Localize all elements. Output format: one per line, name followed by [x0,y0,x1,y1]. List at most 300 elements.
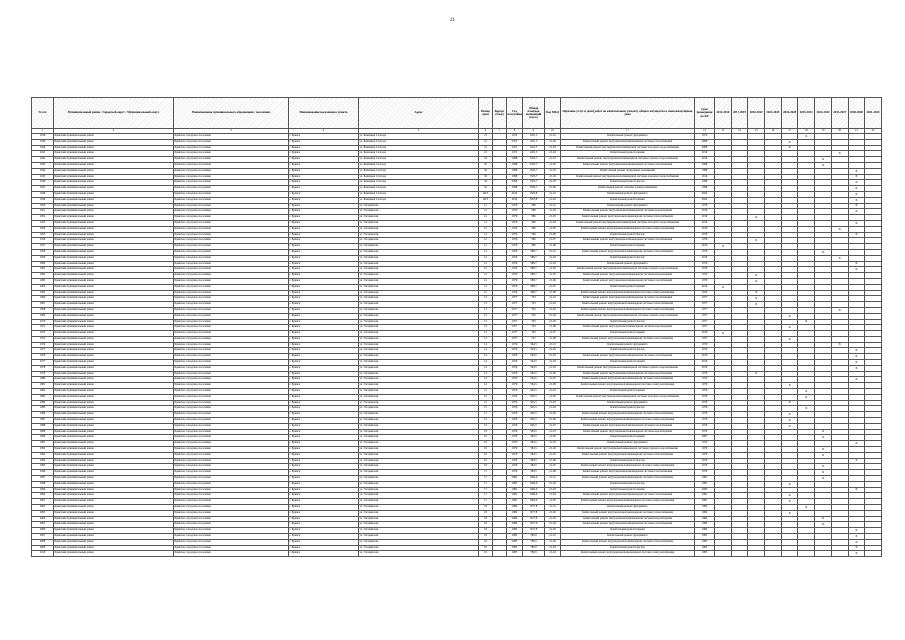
mkd-code-cell: 21-04 [545,406,561,412]
settlement-cell: Брянское городское поселение [174,197,289,203]
repair-term-cell: 2010 [695,255,715,261]
address-cell: ул. Гагаринская [359,423,479,429]
period-cell: X [848,441,865,447]
house-number-cell: 18 [479,516,493,522]
area-cell: 1677,8 [523,516,545,522]
repair-term-cell: 2010 [695,157,715,163]
year-built-cell: 1972 [507,151,523,157]
area-cell: 703 [523,307,545,313]
period-cell: X [848,180,865,186]
area-cell: 945,5 [523,406,545,412]
settlement-cell: Брянское городское поселение [174,296,289,302]
house-number-cell: 46/3 [479,197,493,203]
area-cell: 588,7 [523,273,545,279]
district-cell: Брянский муниципальный район [54,336,174,342]
address-cell: ул. Гагаринская [359,284,479,290]
settlement-cell: Брянское городское поселение [174,313,289,319]
mkd-code-cell: 21-06 [545,186,561,192]
house-number-cell: 18 [479,528,493,534]
settlement-cell: Брянское городское поселение [174,452,289,458]
house-number-cell: 12 [479,244,493,250]
row-number-cell: 2003 [32,510,54,516]
period-cell: X [798,394,815,400]
district-cell: Брянский муниципальный район [54,290,174,296]
mkd-code-cell: 21-06 [545,325,561,331]
column-header: Корпус (блок) [493,98,507,129]
district-cell: Брянский муниципальный район [54,342,174,348]
area-cell: 1201,3 [523,134,545,140]
address-cell: ул. Бежицкая Слобода [359,191,479,197]
settlement-cell: Брянское городское поселение [174,394,289,400]
year-built-cell: 1972 [507,139,523,145]
row-number-cell: 1967 [32,302,54,308]
mkd-code-cell: 21-03 [545,168,561,174]
locality-cell: г. Брянск [289,180,359,186]
repair-term-cell: 2010 [695,354,715,360]
address-cell: ул. Гагаринская [359,533,479,539]
work-type-cell: Капитальный ремонт внутридомовой инженерной системы холодного водоснабжения [561,174,695,180]
district-cell: Брянский муниципальный район [54,238,174,244]
district-cell: Брянский муниципальный район [54,458,174,464]
repair-term-cell: 1984 [695,510,715,516]
address-cell: ул. Гагаринская [359,319,479,325]
work-type-cell: Капитальный ремонт внутридомовой инженерной системы теплоснабжения [561,249,695,255]
area-cell: 1505,7 [523,174,545,180]
locality-cell: г. Брянск [289,505,359,511]
district-cell: Брянский муниципальный район [54,487,174,493]
area-cell: 564,5 [523,377,545,383]
area-cell: 747 [523,336,545,342]
address-cell: ул. Гагаринская [359,545,479,551]
address-cell: ул. Гагаринская [359,371,479,377]
settlement-cell: Брянское городское поселение [174,162,289,168]
locality-cell: г. Брянск [289,290,359,296]
locality-cell: г. Брянск [289,157,359,163]
house-number-cell: 16 [479,447,493,453]
work-type-cell: Капитальный ремонт внутридомовой инженерной системы водоотведения [561,209,695,215]
settlement-cell: Брянское городское поселение [174,307,289,313]
repair-term-cell: 1984 [695,528,715,534]
repair-term-cell: 1998 [695,162,715,168]
address-cell: ул. Гагаринская [359,499,479,505]
year-built-cell: 1979 [507,464,523,470]
row-number-cell: 1979 [32,371,54,377]
house-number-cell: 16 [479,464,493,470]
area-cell: 1064,9 [523,493,545,499]
row-number-cell: 2000 [32,493,54,499]
work-type-cell: Капитальный ремонт фасада [561,481,695,487]
settlement-cell: Брянское городское поселение [174,545,289,551]
district-cell: Брянский муниципальный район [54,429,174,435]
column-index-cell: 6 [479,129,493,134]
work-type-cell: Капитальный ремонт внутридомовой инженерной системы теплоснабжения [561,377,695,383]
settlement-cell: Брянское городское поселение [174,389,289,395]
area-cell: 588,7 [523,261,545,267]
period-cell: X [781,383,798,389]
settlement-cell: Брянское городское поселение [174,429,289,435]
settlement-cell: Брянское городское поселение [174,412,289,418]
work-type-cell: Капитальный ремонт крыши [561,284,695,290]
locality-cell: г. Брянск [289,435,359,441]
address-cell: ул. Бежицкая Слобода [359,151,479,157]
row-number-cell: 1977 [32,360,54,366]
work-type-cell: Капитальный ремонт внутридомовой инженерной системы электроснабжения [561,499,695,505]
row-number-cell: 2005 [32,522,54,528]
house-number-cell: 13 [479,307,493,313]
period-cell: X [781,313,798,319]
period-cell: X [831,226,848,232]
address-cell: ул. Гагаринская [359,470,479,476]
mkd-code-cell: 21-07 [545,331,561,337]
mkd-code-cell: 21-01 [545,505,561,511]
district-cell: Брянский муниципальный район [54,244,174,250]
area-cell: 1064,9 [523,487,545,493]
settlement-cell: Брянское городское поселение [174,157,289,163]
year-built-cell: 1981 [507,499,523,505]
work-type-cell: Капитальный ремонт фундамента [561,505,695,511]
period-cell: X [781,145,798,151]
row-number-cell: 1992 [32,447,54,453]
repair-term-cell: 1972 [695,134,715,140]
house-number-cell: 15 [479,423,493,429]
settlement-cell: Брянское городское поселение [174,365,289,371]
locality-cell: г. Брянск [289,441,359,447]
house-number-cell: 13 [479,325,493,331]
address-cell: ул. Бежицкая Слобода [359,180,479,186]
year-built-cell: 1976 [507,267,523,273]
address-cell: ул. Гагаринская [359,232,479,238]
period-cell: X [848,168,865,174]
mkd-code-cell: 21-02 [545,302,561,308]
mkd-code-cell: 21-08 [545,336,561,342]
locality-cell: г. Брянск [289,186,359,192]
row-number-cell: 1950 [32,203,54,209]
repair-term-cell: 1998 [695,186,715,192]
work-type-cell: Капитальный ремонт фасада [561,255,695,261]
period-cell: X [815,162,832,168]
mkd-code-cell: 21-02 [545,348,561,354]
district-cell: Брянский муниципальный район [54,151,174,157]
house-number-cell: 19 [479,533,493,539]
locality-cell: г. Брянск [289,354,359,360]
address-cell: ул. Гагаринская [359,412,479,418]
area-cell: 1677,8 [523,505,545,511]
settlement-cell: Брянское городское поселение [174,383,289,389]
capital-repair-register-table [31,97,882,557]
locality-cell: г. Брянск [289,342,359,348]
area-cell: 564,5 [523,371,545,377]
row-number-cell: 1989 [32,429,54,435]
row-number-cell: 1976 [32,354,54,360]
house-number-cell: 32 [479,168,493,174]
locality-cell: г. Брянск [289,522,359,528]
address-cell: ул. Гагаринская [359,348,479,354]
house-number-cell: 12 [479,290,493,296]
locality-cell: г. Брянск [289,452,359,458]
period-cell: X [798,319,815,325]
repair-term-cell: 1977 [695,302,715,308]
period-cell: X [848,487,865,493]
settlement-cell: Брянское городское поселение [174,284,289,290]
work-type-cell: Капитальный ремонт внутридомовой инженерной системы электроснабжения [561,383,695,389]
area-cell: 3205,8 [523,197,545,203]
repair-term-cell: 1985 [695,545,715,551]
year-built-cell: 1977 [507,319,523,325]
work-type-cell: Капитальный ремонт внутридомовой инженерной системы теплоснабжения [561,452,695,458]
locality-cell: г. Брянск [289,278,359,284]
house-number-cell: 12 [479,273,493,279]
period-cell: X [831,255,848,261]
area-cell: 1505,7 [523,162,545,168]
period-cell [865,551,882,557]
year-built-cell: 1976 [507,360,523,366]
mkd-code-cell: 21-02 [545,481,561,487]
locality-cell: г. Брянск [289,284,359,290]
mkd-code-cell: 21-08 [545,470,561,476]
column-index-cell: 19 [815,129,832,134]
area-cell: 586 [523,209,545,215]
column-index-cell: 16 [765,129,782,134]
table-body [32,129,882,557]
locality-cell: г. Брянск [289,389,359,395]
mkd-code-cell: 21-03 [545,516,561,522]
area-cell: 588,7 [523,290,545,296]
repair-term-cell: 2016 [695,331,715,337]
mkd-code-cell: 21-05 [545,365,561,371]
house-number-cell: 21 [479,134,493,140]
mkd-code-cell: 21-07 [545,377,561,383]
row-number-cell: 1972 [32,331,54,337]
column-header: Муниципальный район / Городской округ / Муниципальный округ [54,98,174,129]
mkd-code-cell: 21-05 [545,319,561,325]
district-cell: Брянский муниципальный район [54,284,174,290]
settlement-cell: Брянское городское поселение [174,168,289,174]
row-number-cell: 1941 [32,151,54,157]
locality-cell: г. Брянск [289,545,359,551]
settlement-cell: Брянское городское поселение [174,493,289,499]
period-cell: X [848,365,865,371]
period-cell: X [715,244,732,250]
row-number-cell: 1940 [32,145,54,151]
work-type-cell: Капитальный ремонт фундамента [561,261,695,267]
row-number-cell: 1947 [32,186,54,192]
settlement-cell: Брянское городское поселение [174,278,289,284]
locality-cell: г. Брянск [289,516,359,522]
year-built-cell: 1976 [507,406,523,412]
work-type-cell: Капитальный ремонт фасада [561,319,695,325]
address-cell: ул. Гагаринская [359,325,479,331]
column-index-cell: 11 [561,129,695,134]
house-number-cell: 12 [479,226,493,232]
district-cell: Брянский муниципальный район [54,360,174,366]
period-cell: X [815,157,832,163]
repair-term-cell: 2010 [695,209,715,215]
area-cell: 780,9 [523,551,545,557]
address-cell: ул. Гагаринская [359,400,479,406]
year-built-cell: 1981 [507,481,523,487]
address-cell: ул. Гагаринская [359,505,479,511]
row-number-cell: 2008 [32,539,54,545]
mkd-code-cell: 21-04 [545,522,561,528]
row-number-cell: 1954 [32,226,54,232]
period-cell: X [831,151,848,157]
row-number-cell: 1958 [32,249,54,255]
period-cell: X [848,261,865,267]
mkd-code-cell: 21-03 [545,145,561,151]
mkd-code-cell: 21-03 [545,400,561,406]
settlement-cell: Брянское городское поселение [174,348,289,354]
repair-term-cell: 1977 [695,313,715,319]
year-built-cell: 1977 [507,336,523,342]
settlement-cell: Брянское городское поселение [174,191,289,197]
repair-term-cell: 1979 [695,470,715,476]
address-cell: ул. Гагаринская [359,302,479,308]
settlement-cell: Брянское городское поселение [174,232,289,238]
work-type-cell: Капитальный ремонт внутридомовой инженерной системы электроснабжения [561,551,695,557]
repair-term-cell: 2010 [695,226,715,232]
year-built-cell: 1976 [507,220,523,226]
mkd-code-cell: 21-01 [545,203,561,209]
column-index-cell: 17 [781,129,798,134]
settlement-cell: Брянское городское поселение [174,481,289,487]
house-number-cell: 12 [479,203,493,209]
mkd-code-cell: 21-01 [545,476,561,482]
repair-term-cell: 1976 [695,232,715,238]
settlement-cell: Брянское городское поселение [174,209,289,215]
mkd-code-cell: 21-04 [545,267,561,273]
mkd-code-cell: 21-03 [545,307,561,313]
district-cell: Брянский муниципальный район [54,249,174,255]
work-type-cell: Капитальный ремонт фундамента [561,342,695,348]
row-number-cell: 1984 [32,400,54,406]
row-number-cell: 1963 [32,278,54,284]
period-cell [781,551,798,557]
row-number-cell: 1990 [32,435,54,441]
district-cell: Брянский муниципальный район [54,452,174,458]
row-number-cell: 1952 [32,215,54,221]
house-number-cell: 12 [479,215,493,221]
year-built-cell: 1976 [507,389,523,395]
settlement-cell: Брянское городское поселение [174,371,289,377]
year-built-cell: 1977 [507,331,523,337]
column-header: 2020-2022 [748,98,765,129]
house-number-cell: 16 [479,452,493,458]
year-built-cell: 1985 [507,545,523,551]
work-type-cell: Капитальный ремонт крыши [561,360,695,366]
work-type-cell: Капитальный ремонт внутридомовой инженерной системы газоснабжения [561,423,695,429]
district-cell: Брянский муниципальный район [54,400,174,406]
address-cell: ул. Гагаринская [359,278,479,284]
period-cell: X [781,499,798,505]
locality-cell: г. Брянск [289,267,359,273]
column-header: 2038-2040 [848,98,865,129]
year-built-cell: 1998 [507,168,523,174]
column-index-cell: 12 [695,129,715,134]
repair-term-cell: 1976 [695,377,715,383]
locality-cell: г. Брянск [289,406,359,412]
locality-cell: г. Брянск [289,481,359,487]
work-type-cell: Капитальный ремонт крыши [561,244,695,250]
house-number-cell: 17 [479,470,493,476]
repair-term-cell: 1976 [695,412,715,418]
house-number-cell: 12 [479,284,493,290]
period-cell [748,551,765,557]
district-cell: Брянский муниципальный район [54,278,174,284]
period-cell: X [815,522,832,528]
work-type-cell: Капитальный ремонт внутридомовой инженерной системы электроснабжения [561,464,695,470]
area-cell: 564,5 [523,365,545,371]
repair-term-cell: 1976 [695,261,715,267]
address-cell: ул. Гагаринская [359,516,479,522]
area-cell: 1064,9 [523,481,545,487]
repair-term-cell: 1976 [695,238,715,244]
work-type-cell: Капитальный ремонт внутридомовой инженерной системы электроснабжения [561,307,695,313]
work-type-cell: Капитальный ремонт внутридомовой инженерной системы горячего водоснабжения [561,365,695,371]
repair-term-cell: 1976 [695,418,715,424]
work-type-cell: Капитальный ремонт внутридомовой инженерной системы теплоснабжения [561,302,695,308]
house-number-cell: 14 [479,383,493,389]
address-cell: ул. Гагаринская [359,365,479,371]
house-number-cell: 14 [479,342,493,348]
repair-term-cell: 1976 [695,273,715,279]
year-built-cell: 1976 [507,354,523,360]
period-cell: X [748,238,765,244]
locality-cell: г. Брянск [289,493,359,499]
district-cell: Брянский муниципальный район [54,296,174,302]
locality-cell: г. Брянск [289,244,359,250]
mkd-code-cell: 21-04 [545,151,561,157]
locality-cell: г. Брянск [289,336,359,342]
column-header: Наименование муниципального образования / поселения [174,98,289,129]
row-number-cell: 1986 [32,412,54,418]
area-cell: 1677,8 [523,528,545,534]
settlement-cell: Брянское городское поселение [174,145,289,151]
year-built-cell: 1976 [507,278,523,284]
area-cell: 1677,8 [523,522,545,528]
area-cell: 588,7 [523,267,545,273]
year-built-cell: 1998 [507,174,523,180]
period-cell [798,551,815,557]
mkd-code-cell: 21-06 [545,458,561,464]
mkd-code-cell: 21-04 [545,174,561,180]
year-built-cell: 1972 [507,134,523,140]
work-type-cell: Капитальный ремонт внутридомовой инженерной системы электроснабжения [561,226,695,232]
row-number-cell: 1951 [32,209,54,215]
locality-cell: г. Брянск [289,313,359,319]
house-number-cell: 18 [479,505,493,511]
house-number-cell: 32 [479,157,493,163]
column-index-cell: 9 [523,129,545,134]
period-cell: X [781,493,798,499]
house-number-cell: 15 [479,389,493,395]
mkd-code-cell: 21-03 [545,487,561,493]
mkd-code-cell: 21-01 [545,191,561,197]
repair-term-cell: 1977 [695,307,715,313]
period-cell: X [781,400,798,406]
repair-term-cell: 1976 [695,383,715,389]
row-number-cell: 1997 [32,476,54,482]
house-number-cell: 12 [479,261,493,267]
period-cell: X [848,533,865,539]
repair-term-cell: 2010 [695,365,715,371]
address-cell: ул. Гагаринская [359,296,479,302]
locality-cell: г. Брянск [289,510,359,516]
mkd-code-cell: 21-04 [545,551,561,557]
repair-term-cell: 1976 [695,278,715,284]
row-number-cell: 1993 [32,452,54,458]
district-cell: Брянский муниципальный район [54,505,174,511]
period-cell: X [781,336,798,342]
